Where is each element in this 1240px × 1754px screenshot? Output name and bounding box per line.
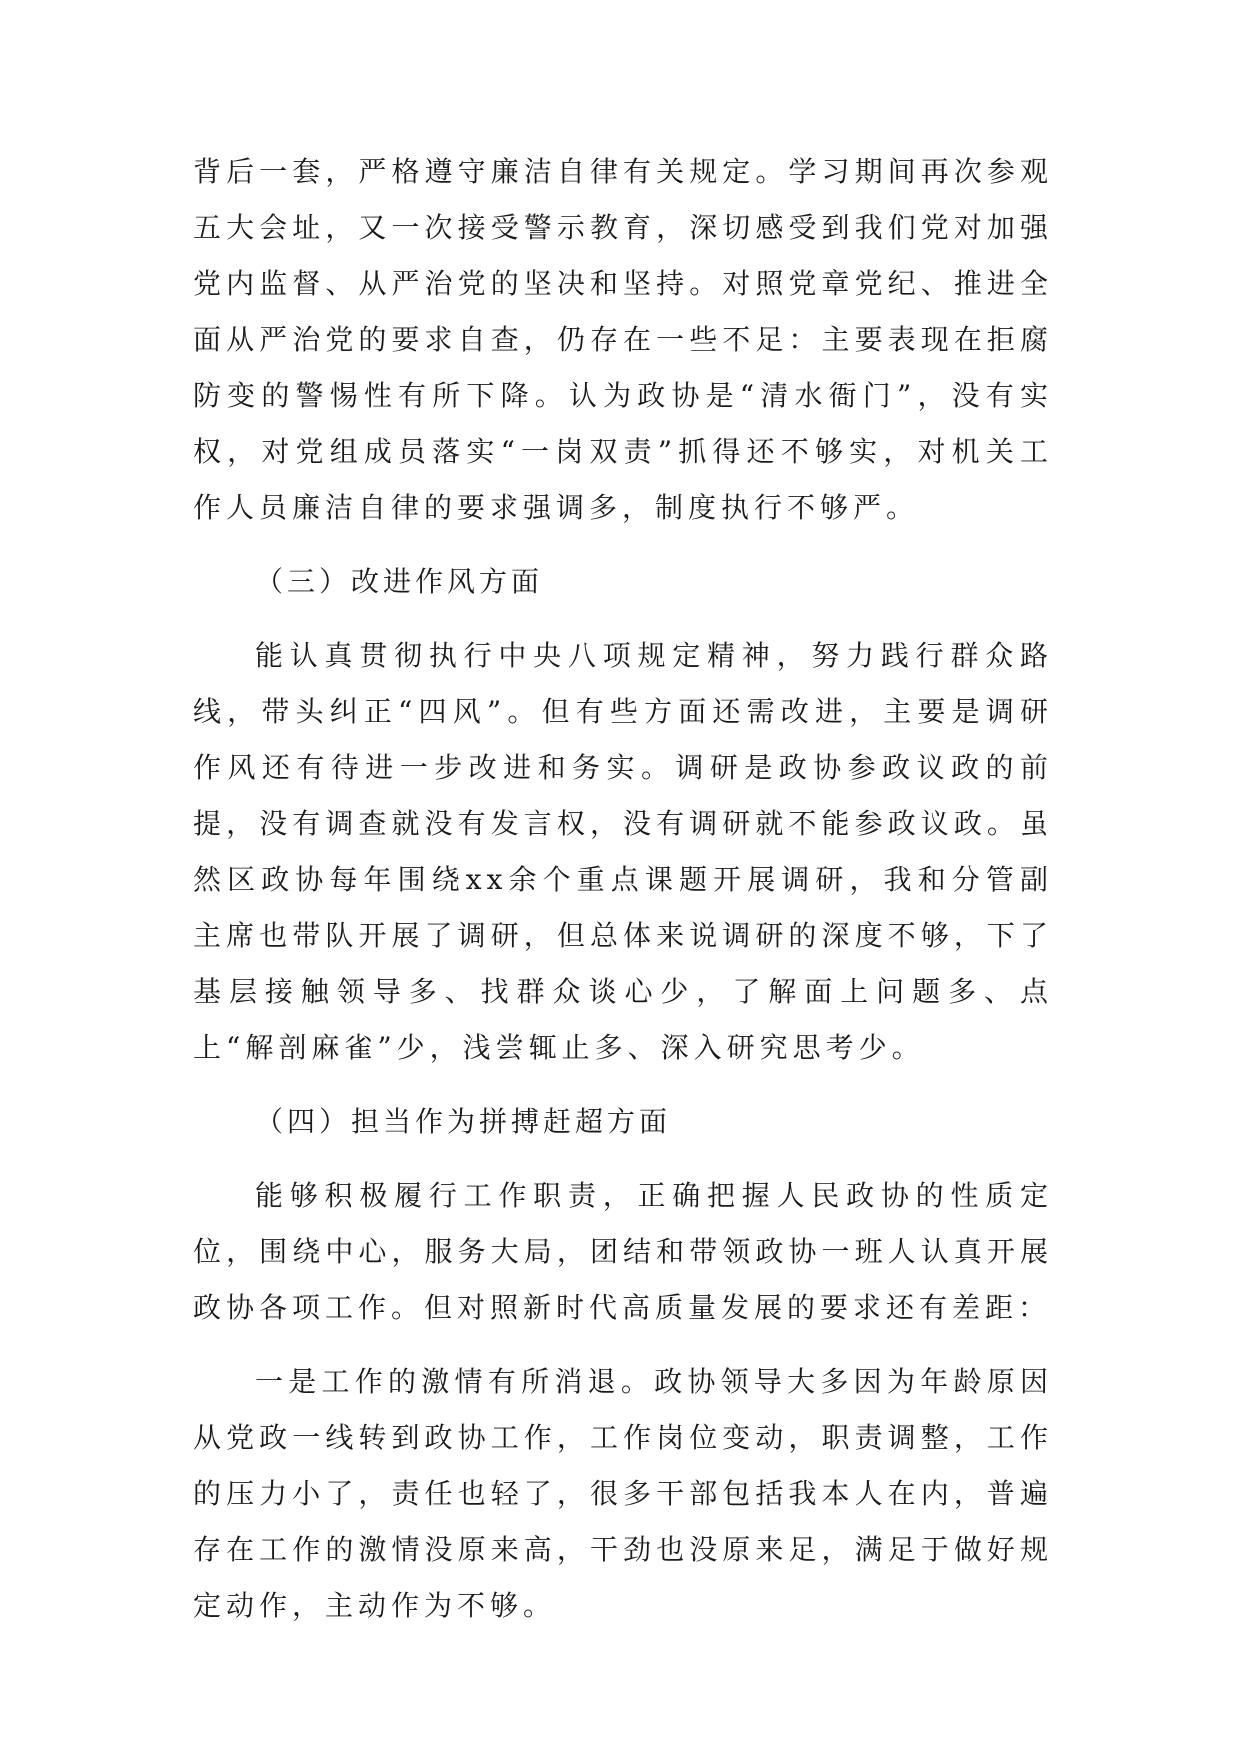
paragraph-integrity-selfcheck: 背后一套，严格遵守廉洁自律有关规定。学习期间再次参观五大会址，又一次接受警示教育，深切感受到我们党对加强党内监督、从严治党的坚决和坚持。对照党章党纪、推进全面从严治党的要求自查，仍存在一些不足：主要表现在拒腐防变的警惕性有所下降。认为政协是“清水衙门”，没有实权，对党组成员落实“一岗双责”抓得还不够实，对机关工作人员廉洁自律的要求强调多，制度执行不够严。 [193, 155, 1053, 524]
document-body [193, 144, 1053, 1634]
paragraph-responsibility: 能够积极履行工作职责，正确把握人民政协的性质定位，围绕中心，服务大局，团结和带领政协一班人认真开展政协各项工作。但对照新时代高质量发展的要求还有差距： [193, 1179, 1053, 1324]
section-heading-responsibility: （四）担当作为拼搏赶超方面 [255, 1105, 672, 1138]
section-heading-work-style: （三）改进作风方面 [255, 565, 544, 598]
paragraph-enthusiasm: 一是工作的激情有所消退。政协领导大多因为年龄原因从党政一线转到政协工作，工作岗位变动，职责调整，工作的压力小了，责任也轻了，很多干部包括我本人在内，普遍存在工作的激情没原来高，干劲也没原来足，满足于做好规定动作，主动作为不够。 [193, 1365, 1053, 1622]
paragraph-work-style: 能认真贯彻执行中央八项规定精神，努力践行群众路线，带头纠正“四风”。但有些方面还需改进，主要是调研作风还有待进一步改进和务实。调研是政协参政议政的前提，没有调查就没有发言权，没有调研就不能参政议政。虽然区政协每年围绕xx余个重点课题开展调研，我和分管副主席也带队开展了调研，但总体来说调研的深度不够，下了基层接触领导多、找群众谈心少，了解面上问题多、点上“解剖麻雀”少，浅尝辄止多、深入研究思考少。 [193, 639, 1053, 1064]
